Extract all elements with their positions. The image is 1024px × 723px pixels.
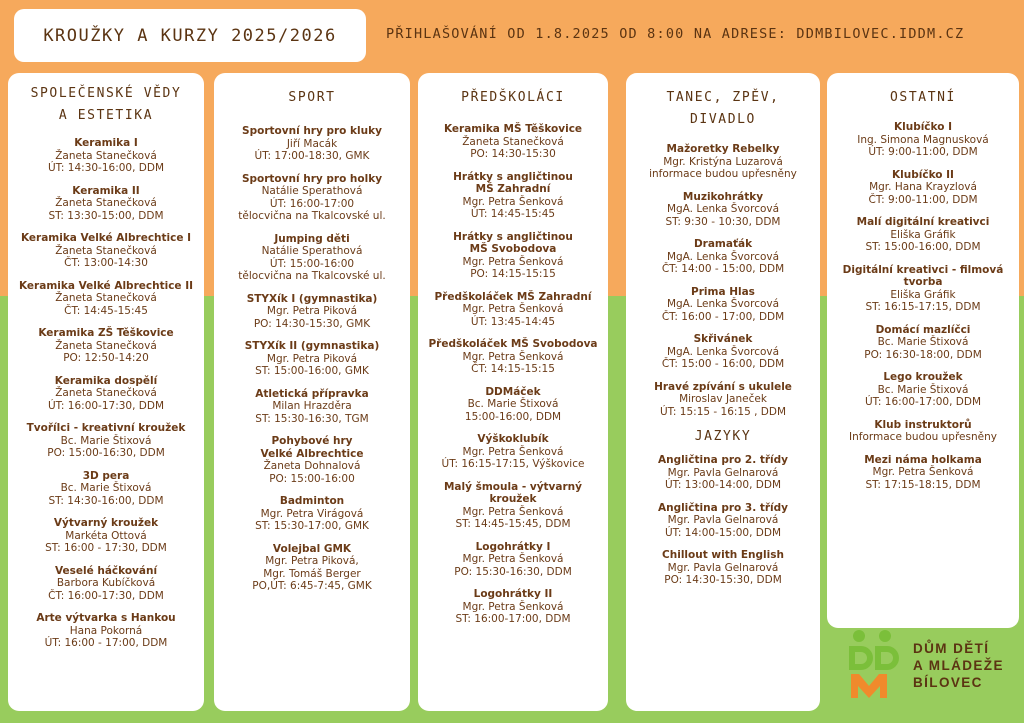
course-entry xyxy=(12,232,200,270)
course-entry xyxy=(422,231,604,281)
course-entry xyxy=(422,123,604,161)
course-entry xyxy=(422,433,604,471)
course-name: Logohrátky II xyxy=(473,588,553,600)
page-title: KROUŽKY A KURZY 2025/2026 xyxy=(43,25,337,46)
course-entry xyxy=(12,422,200,460)
course-leader: Mgr. Petra Šenková xyxy=(462,505,564,518)
course-leader: Natálie Sperathová xyxy=(261,185,363,197)
course-schedule: ST: 15:00-16:00, GMK xyxy=(255,365,369,377)
course-leader: ÚT: 16:00-17:00 xyxy=(269,197,355,210)
course-leader: MgA. Lenka Švorcová xyxy=(666,203,780,215)
subsection-heading: JAZYKY xyxy=(694,429,752,444)
column-heading-line: SPOLEČENSKÉ VĚDY xyxy=(30,86,182,101)
course-entry xyxy=(422,541,604,579)
course-schedule: ČT: 13:00-14:30 xyxy=(64,257,148,269)
course-leader: Bc. Marie Štixová xyxy=(877,336,969,348)
course-name: Sportovní hry pro holky xyxy=(241,172,383,185)
course-leader: Žaneta Stanečková xyxy=(55,197,157,209)
column-heading-line: PŘEDŠKOLÁCI xyxy=(461,90,565,105)
course-leader: MgA. Lenka Švorcová xyxy=(666,250,780,263)
course-entry xyxy=(12,470,200,508)
course-name: Muzikohrátky xyxy=(682,190,764,203)
course-leader: Bc. Marie Štixová xyxy=(60,434,152,447)
course-name: Keramika ZŠ Těškovice xyxy=(38,327,174,339)
column-dance-singing-drama xyxy=(626,73,820,711)
course-name: Lego kroužek xyxy=(883,371,963,383)
course-name: Badminton xyxy=(279,495,345,507)
course-leader: ÚT: 15:00-16:00 xyxy=(269,257,355,270)
course-schedule: ÚT: 16:00 - 17:00, DDM xyxy=(44,637,168,649)
course-schedule: PO: 16:30-18:00, DDM xyxy=(864,348,982,361)
course-entry xyxy=(12,280,200,318)
course-schedule: ÚT: 14:00-15:00, DDM xyxy=(664,526,782,539)
course-leader: Mgr. Pavla Gelnarová xyxy=(667,514,779,526)
course-name: Skřivánek xyxy=(693,333,753,345)
course-entry xyxy=(422,291,604,329)
course-schedule: ST: 14:45-15:45, DDM xyxy=(455,518,571,530)
course-name: STYXík II (gymnastika) xyxy=(244,340,380,352)
course-schedule: ST: 15:30-16:30, TGM xyxy=(255,412,369,425)
course-leader: Bc. Marie Štixová xyxy=(60,482,152,494)
course-leader: Mgr. Petra Šenková xyxy=(462,600,564,613)
course-name: Předškoláček MŠ Svobodova xyxy=(428,338,598,350)
course-schedule: ČT: 16:00 - 17:00, DDM xyxy=(661,310,785,323)
course-leader: Mgr. Petra Piková, xyxy=(265,555,359,567)
course-entry xyxy=(831,264,1015,314)
course-schedule: ST: 17:15-18:15, DDM xyxy=(865,478,981,491)
column-heading xyxy=(422,87,604,109)
column-heading xyxy=(630,87,816,131)
course-name: Keramika Velké Albrechtice I xyxy=(20,232,192,244)
course-schedule: ČT: 15:00 - 16:00, DDM xyxy=(661,358,785,370)
course-schedule: ÚT: 16:00-17:30, DDM xyxy=(47,399,165,412)
course-name: Výškoklubík xyxy=(477,433,549,445)
course-leader: Barbora Kubíčková xyxy=(56,577,156,589)
course-leader: Jiří Macák xyxy=(286,137,338,150)
ddm-logo-icon xyxy=(845,628,909,700)
course-schedule: ČT: 14:45-15:45 xyxy=(64,304,148,317)
course-entry xyxy=(422,481,604,531)
course-entry xyxy=(218,173,406,223)
course-leader: Mgr. Petra Virágová xyxy=(260,507,364,520)
course-entry xyxy=(422,171,604,221)
course-entry xyxy=(831,216,1015,254)
course-leader: Žaneta Stanečková xyxy=(55,149,157,162)
course-schedule: ÚT: 17:00-18:30, GMK xyxy=(254,150,370,162)
course-schedule: Informace budou upřesněny xyxy=(849,431,997,443)
course-schedule: ÚT: 14:30-16:00, DDM xyxy=(47,162,165,174)
course-name: Domácí mazlíčci xyxy=(875,323,971,336)
ddm-logo xyxy=(845,628,1015,704)
course-entry xyxy=(218,293,406,331)
logo-line-3: BÍLOVEC xyxy=(913,675,983,690)
column-heading-line: TANEC, ZPĚV, xyxy=(666,90,780,105)
column-social-sciences xyxy=(8,73,204,711)
course-entry xyxy=(630,286,816,324)
course-entry xyxy=(12,137,200,175)
course-leader: Natálie Sperathová xyxy=(261,245,363,257)
course-leader: Miroslav Janeček xyxy=(679,393,767,405)
course-schedule: ÚT: 15:15 - 16:15 , DDM xyxy=(659,405,787,418)
course-schedule: 15:00-16:00, DDM xyxy=(464,410,562,423)
course-leader: Mgr. Petra Piková xyxy=(266,352,358,365)
course-name: Sportovní hry pro kluky xyxy=(242,125,382,137)
course-schedule: tělocvična na Tkalcovské ul. xyxy=(238,210,386,222)
course-schedule: tělocvična na Tkalcovské ul. xyxy=(238,270,386,282)
column-other xyxy=(827,73,1019,628)
course-entry xyxy=(630,191,816,229)
logo-text xyxy=(913,640,1004,691)
course-schedule: ČT: 14:00 - 15:00, DDM xyxy=(661,263,785,275)
course-entry xyxy=(422,588,604,626)
course-leader: Markéta Ottová xyxy=(65,529,147,542)
course-entry xyxy=(630,381,816,419)
course-schedule: ST: 14:30-16:00, DDM xyxy=(48,494,164,507)
course-leader: Eliška Gráfik xyxy=(890,288,956,301)
course-leader: Žaneta Stanečková xyxy=(55,339,157,352)
course-leader: Žaneta Stanečková xyxy=(55,387,157,399)
course-name: Keramika II xyxy=(72,184,140,197)
course-entry xyxy=(630,549,816,587)
course-schedule: PO: 15:00-16:30, DDM xyxy=(47,447,165,459)
course-schedule: ČT: 9:00-11:00, DDM xyxy=(868,193,978,206)
course-leader: Milan Hrazděra xyxy=(272,400,352,412)
course-name: Atletická přípravka xyxy=(255,387,369,400)
column-sport xyxy=(214,73,410,711)
course-name: Klubíčko II xyxy=(892,168,954,181)
logo-line-2: A MLÁDEŽE xyxy=(913,658,1004,673)
course-name: DDMáček xyxy=(485,385,541,398)
course-schedule: ST: 9:30 - 10:30, DDM xyxy=(665,215,781,228)
course-entry xyxy=(218,340,406,378)
course-leader: Bc. Marie Štixová xyxy=(877,383,969,396)
course-name: Výtvarný kroužek xyxy=(53,517,159,529)
course-schedule: PO: 14:30-15:30 xyxy=(470,148,556,160)
column-heading xyxy=(218,87,406,109)
course-leader: MgA. Lenka Švorcová xyxy=(666,345,780,358)
course-leader: Ing. Simona Magnusková xyxy=(857,133,989,146)
course-entry xyxy=(12,327,200,365)
course-entry xyxy=(831,169,1015,207)
course-entry xyxy=(218,125,406,163)
course-leader: Bc. Marie Štixová xyxy=(467,398,559,410)
course-entry xyxy=(12,565,200,603)
course-name: Arte výtvarka s Hankou xyxy=(36,612,176,624)
course-leader: Žaneta Stanečková xyxy=(55,292,157,304)
course-schedule: ST: 16:00-17:00, DDM xyxy=(455,613,571,625)
title-box xyxy=(14,9,366,62)
course-entry xyxy=(630,333,816,371)
course-name: Digitální kreativci - filmová tvorba xyxy=(842,263,1004,288)
column-heading xyxy=(831,87,1015,109)
course-leader: Mgr. Pavla Gelnarová xyxy=(667,561,779,574)
course-entry xyxy=(218,388,406,426)
column-heading-line: DIVADLO xyxy=(690,112,756,127)
course-schedule: ČT: 16:00-17:30, DDM xyxy=(48,589,164,602)
course-entry xyxy=(218,495,406,533)
course-name: Chillout with English xyxy=(662,549,784,561)
course-name: Keramika dospělí xyxy=(54,374,158,387)
course-leader: Mgr. Petra Šenková xyxy=(872,466,974,478)
course-name: Malý šmoula - výtvarný kroužek xyxy=(443,480,582,505)
course-leader: Mgr. Petra Šenková xyxy=(462,303,564,315)
course-name: Hravé zpívání s ukulele xyxy=(654,380,792,393)
course-schedule: PO: 14:30-15:30, GMK xyxy=(253,317,371,330)
course-entry xyxy=(218,543,406,593)
column-heading xyxy=(12,83,200,127)
course-schedule: ÚT: 13:00-14:00, DDM xyxy=(664,479,782,491)
course-leader: Mgr. Petra Šenková xyxy=(462,553,564,565)
course-schedule: PO: 14:30-15:30, DDM xyxy=(664,574,782,586)
course-leader: Žaneta Stanečková xyxy=(462,135,564,148)
course-entry xyxy=(422,386,604,424)
course-entry xyxy=(630,454,816,492)
course-entry xyxy=(831,121,1015,159)
course-schedule: ÚT: 9:00-11:00, DDM xyxy=(868,146,978,158)
course-entry xyxy=(831,454,1015,492)
course-name: Keramika I xyxy=(74,137,138,149)
course-name: Tvořílci - kreativní kroužek xyxy=(26,422,186,434)
course-name: Logohrátky I xyxy=(475,540,551,553)
course-entry xyxy=(218,233,406,283)
course-name: Keramika Velké Albrechtice II xyxy=(18,279,194,292)
course-schedule: ÚT: 13:45-14:45 xyxy=(470,315,556,328)
course-entry xyxy=(12,185,200,223)
course-leader: Mgr. Petra Šenková xyxy=(462,195,564,208)
course-entry xyxy=(831,324,1015,362)
course-entry xyxy=(831,419,1015,444)
course-schedule: ST: 16:15-17:15, DDM xyxy=(865,301,981,313)
course-name: Mažoretky Rebelky xyxy=(666,143,780,155)
course-schedule: PO: 15:00-16:00 xyxy=(269,472,355,485)
course-name: Klubíčko I xyxy=(893,121,953,133)
course-schedule: ÚT: 16:00-17:00, DDM xyxy=(864,396,982,408)
course-schedule: PO: 15:30-16:30, DDM xyxy=(454,565,572,578)
course-leader: MgA. Lenka Švorcová xyxy=(666,298,780,310)
course-name: Hrátky s angličtinou MŠ Zahradní xyxy=(453,170,573,195)
course-name: Předškoláček MŠ Zahradní xyxy=(434,290,592,303)
course-leader: Mgr. Tomáš Berger xyxy=(263,567,361,580)
course-leader: Mgr. Hana Krayzlová xyxy=(869,181,977,193)
course-leader: Mgr. Petra Šenková xyxy=(462,255,564,268)
course-entry xyxy=(630,238,816,276)
course-leader: Mgr. Petra Piková xyxy=(266,305,358,317)
course-name: Klub instruktorů xyxy=(874,418,972,431)
course-leader: Žaneta Dohnalová xyxy=(263,460,361,472)
course-name: Veselé háčkování xyxy=(54,564,158,577)
course-name: Mezi náma holkama xyxy=(864,453,982,466)
course-entry xyxy=(630,143,816,181)
course-leader: Žaneta Stanečková xyxy=(55,244,157,257)
column-heading-line: SPORT xyxy=(288,90,336,105)
column-preschool xyxy=(418,73,608,711)
course-schedule: PO: 12:50-14:20 xyxy=(63,352,149,364)
course-name: Angličtina pro 2. třídy xyxy=(657,454,789,466)
course-schedule: informace budou upřesněny xyxy=(649,168,797,180)
course-name: Dramaťák xyxy=(693,238,753,250)
course-schedule: ČT: 14:15-15:15 xyxy=(471,363,555,375)
course-name: Malí digitální kreativci xyxy=(856,216,990,228)
course-entry xyxy=(422,338,604,376)
course-schedule: ST: 15:30-17:00, GMK xyxy=(255,520,369,532)
course-schedule: PO: 14:15-15:15 xyxy=(470,268,556,280)
course-name: STYXík I (gymnastika) xyxy=(246,292,378,305)
course-name: 3D pera xyxy=(82,469,130,482)
course-entry xyxy=(630,502,816,540)
course-name: Hrátky s angličtinou MŠ Svobodova xyxy=(453,230,573,255)
course-name: Angličtina pro 3. třídy xyxy=(657,501,789,514)
course-schedule: ST: 16:00 - 17:30, DDM xyxy=(45,542,167,554)
course-entry xyxy=(218,435,406,485)
course-entry xyxy=(12,612,200,650)
column-heading-line: A ESTETIKA xyxy=(58,108,154,123)
course-schedule: ST: 13:30-15:00, DDM xyxy=(48,209,164,222)
course-name: Pohybové hry Velké Albrechtice xyxy=(260,435,364,460)
course-name: Prima Hlas xyxy=(691,285,755,298)
logo-line-1: DŮM DĚTÍ xyxy=(913,641,990,656)
course-schedule: ST: 15:00-16:00, DDM xyxy=(865,241,981,253)
course-entry xyxy=(12,517,200,555)
course-schedule: PO,ÚT: 6:45-7:45, GMK xyxy=(252,580,372,592)
column-heading-line: OSTATNÍ xyxy=(890,90,956,105)
course-leader: Mgr. Kristýna Luzarová xyxy=(663,155,783,168)
course-leader: Hana Pokorná xyxy=(69,624,143,637)
course-schedule: ÚT: 14:45-15:45 xyxy=(470,208,556,220)
course-leader: Mgr. Petra Šenková xyxy=(462,350,564,363)
course-schedule: ÚT: 16:15-17:15, Výškovice xyxy=(441,458,585,470)
course-leader: Eliška Gráfik xyxy=(890,228,956,241)
course-name: Jumping děti xyxy=(274,232,350,245)
course-name: Keramika MŠ Těškovice xyxy=(443,123,583,135)
course-entry xyxy=(12,375,200,413)
course-leader: Mgr. Petra Šenková xyxy=(462,445,564,458)
course-name: Volejbal GMK xyxy=(272,542,352,555)
course-entry xyxy=(831,371,1015,409)
registration-info: PŘIHLAŠOVÁNÍ OD 1.8.2025 OD 8:00 NA ADRESE: DDMBILOVEC.IDDM.CZ xyxy=(386,26,965,42)
course-leader: Mgr. Pavla Gelnarová xyxy=(667,466,779,479)
